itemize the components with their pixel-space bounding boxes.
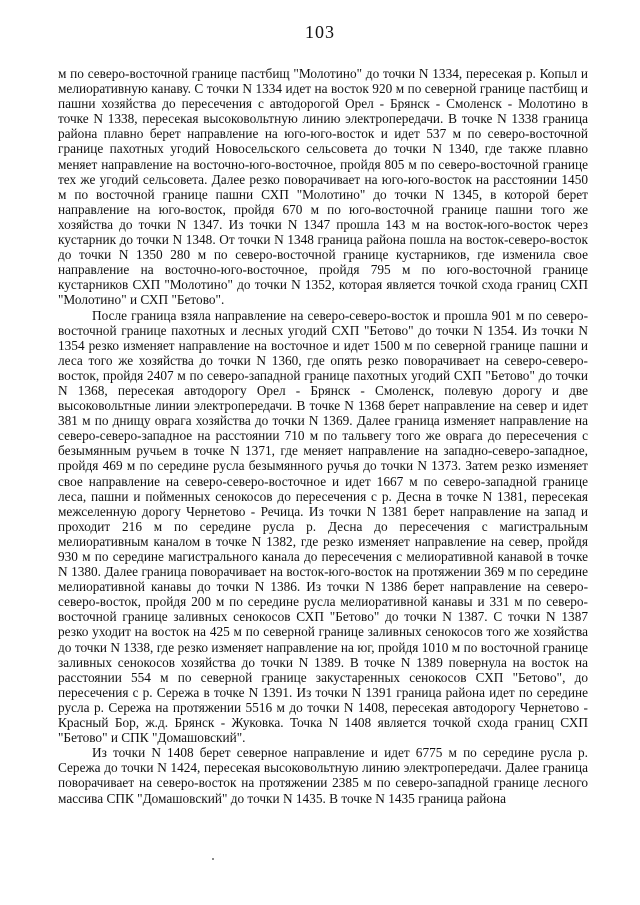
paragraph-1: м по северо-восточной границе пастбищ "Молотино" до точки N 1334, пересекая р. Копыл и мелиоративную канаву. С точки N 1334 идет на восток 920 м по северной границе пастбищ и пашни хозяйства до пересечения с автодорогой Орел - Брянск - Смоленск - Молотино в точке N 1338, пересекая высоковольтную линию электропередачи. В точке N 1338 граница района плавно берет направление на юго-юго-восток и идет 537 м по северо-восточной границе пахотных угодий Новосельского сельсовета до точки N 1340, где также плавно меняет направление на восточно-юго-восточное, пройдя 805 м по северо-восточной границе тех же угодий сельсовета. Далее резко поворачивает на юго-юго-восток на расстоянии 1450 м по восточной границе пашни СХП "Молотино" до точки N 1345, в которой берет направление на юго-восток, пройдя 670 м по юго-восточной границе пашни того же хозяйства до точки N 1347. Из точки N 1347 прошла 143 м на восток-юго-восток через кустарник до точки N 1348. От точки N 1348 граница района пошла на восток-северо-восток до точки N 1350 280 м по северо-восточной границе кустарников, где изменила свое направление на восточно-юго-восточное, пройдя 795 м по юго-восточной границе кустарников СХП "Молотино" до точки N 1352, которая является точкой схода границ СХП "Молотино" и СХП "Бетово". [58,66,588,308]
scan-speck [212,858,214,860]
document-body [58,66,588,806]
page-number: 103 [305,22,335,42]
paragraph-3: Из точки N 1408 берет северное направление и идет 6775 м по середине русла р. Сережа до точки N 1424, пересекая высоковольтную линию электропередачи. Далее граница поворачивает на северо-восток на протяжении 2385 м по северо-западной границе лесного массива СПК "Домашовский" до точки N 1435. В точке N 1435 граница района [58,745,588,806]
paragraph-2: После граница взяла направление на северо-северо-восток и прошла 901 м по северо-восточной границе пахотных и лесных угодий СХП "Бетово" до точки N 1354. Из точки N 1354 резко изменяет направление на восточное и идет 1500 м по северной границе пашни и леса того же хозяйства до точки N 1360, где опять резко поворачивает на северо-северо-восток, пройдя 2407 м по северо-западной границе пахотных угодий СХП "Бетово" до точки N 1368, пересекая автодорогу Орел - Брянск - Смоленск, полевую дорогу и две высоковольтные линии электропередачи. В точке N 1368 берет направление на север и идет 381 м по днищу оврага хозяйства до точки N 1369. Далее граница изменяет направление на северо-северо-западное на расстоянии 710 м по тальвегу того же оврага до пересечения с безымянным ручьем в точке N 1371, где меняет направление на западно-северо-западное, пройдя 469 м по середине русла безымянного ручья до точки N 1373. Затем резко изменяет свое направление на северо-северо-восточное и идет 1667 м по северо-западной границе леса, пашни и пойменных сенокосов до пересечения с р. Десна в точке N 1381, пересекая межселенную дорогу Чернетово - Речица. Из точки N 1381 берет направление на запад и проходит 216 м по середине русла р. Десна до пересечения с магистральным мелиоративным каналом в точке N 1382, где резко изменяет направление на север, пройдя 930 м по середине магистрального канала до пересечения с мелиоративной канавой в точке N 1380. Далее граница поворачивает на восток-юго-восток на протяжении 369 м по середине мелиоративной канавы до точки N 1386. Из точки N 1386 берет направление на северо-северо-восток, пройдя 200 м по середине русла мелиоративной канавы и 331 м по северо-восточной границе заливных сенокосов СХП "Бетово" до точки N 1387. С точки N 1387 резко уходит на восток на 425 м по северной границе заливных сенокосов того же хозяйства до точки N 1338, где резко изменяет направление на юг, пройдя 1010 м по восточной границе заливных сенокосов хозяйства до точки N 1389. В точке N 1389 повернула на восток на расстоянии 554 м по северной границе закустаренных сенокосов СХП "Бетово", до пересечения с р. Сережа в точке N 1391. Из точки N 1391 граница района идет по середине русла р. Сережа на протяжении 5516 м до точки N 1408, пересекая автодорогу Чернетово - Красный Бор, ж.д. Брянск - Жуковка. Точка N 1408 является точкой схода границ СХП "Бетово" и СПК "Домашовский". [58,307,588,746]
